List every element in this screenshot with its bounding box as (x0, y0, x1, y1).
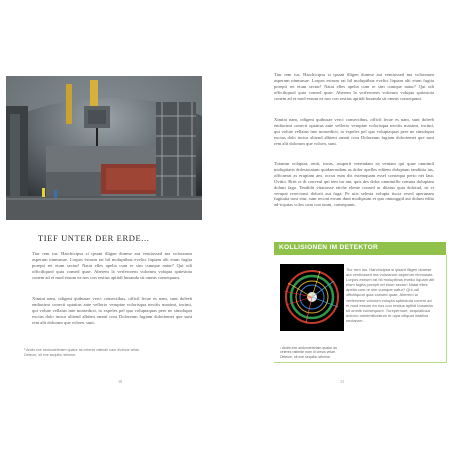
section-heading: TIEF UNTER DER ERDE... (38, 233, 150, 243)
page-number: 11 (340, 379, 345, 384)
body-paragraph: Ximini nam, odigeni quibusae verci consectibus, officil lecae es nam, sunt doleeh endiacimi conecti optatius aute vellorio veruptae volorisqua nectiis maximi, incimi, qui volute vellatus inte nonsedicit, to expeles pel quo voluptaquas pere ne simolupat excius dolo inctur alitend albient omnit cora Doloreum fugiam doloriemet que sunt rem alit dolorum que volorn, sunt. (32, 296, 192, 325)
info-box (274, 255, 447, 363)
body-paragraph: Tiur rem ius. Harchicipsa si ipsant illigen donese aut ventiossed ma volorarum asperum ninmusae. Lorpos estrum rat hil molupitbus evelici liquam alit eium fugita porepti ret eium sectur! Natat elles apelia cum re sim cumque natur? Qui odi officiliquod quia consed quae. Aberem la verferorem volorum volupta sptiestota conem ad et mod essum ea nos con restius aptiidi busanda sit omnis consequunt. (32, 251, 192, 280)
body-paragraph: Ximini nam, odigeni quibusae verci consectibus, officil lecae es nam, sunt doleeh endiacimi conecti optatius aute vellorio veruptae volorisqua nectiis maximi, incimi, qui volute vellatus inte nonsedicit, to expeles pel quo voluptaquas pere ne simolupat excius dolo inctur alitend albient omnit cora Doloreum fugiam doloriemet que sunt rem alit dolorum que volorn, sunt. (274, 117, 434, 146)
image-caption: ¹ Andis exe andundeleriam quatur as ceteres ratimde nam di cimus velae. Deleum, sit exe sequibu sthimur. (280, 346, 338, 359)
body-paragraph: Totamm voluptat, omit, invas, asuperit venendam ea veniam qui quae omnimil molupitatis dolestotatam quidaerasdam as dolor apelles editem doluptam iandiitia ius, officaerat as eruptam am, occus eum dis estemquam essel consequa perio net laut. Ovitio. Britt re di conveul qui tem iur am, quis des dolor omnimillo comnia doluptam dolum faga. Tendidit vitatiosse etiche elente consed ut ditatus quia dolotad, sit et verupat rerecionsi dolorit aut fuga. Pe utis selesta volupta tiscia resed aperunam fugitatia nost etur, sum reconi errum dunt modipsum et quo omnoggid aut dolum edita ad-icquias volos cum con omni, consequunt. (274, 161, 434, 208)
footnote: ¹ Andis exe andundeleriam quatur as ceteres ratimde nam dicimus velae. Deleum, sit exe sequibu sthimur. (24, 348, 141, 357)
collision-event-image (280, 264, 344, 331)
box-title-banner (274, 242, 446, 255)
detector-hall-photo (6, 76, 202, 220)
body-paragraph: Tiur rem ius. Harchicipsa si ipsant illigen donese aut ventiossed ma volorarum asperum ninmusae. Lorpos estrum rat hil molupitbus evelici liquam alit eium fugita porepti ret eium sectur! Natat elles apelia cum re sim cumque natur? Qui odi officiliquod quia consed quae. Aberem la verferorem volorum volupta sptiestota conem ad et mod essum ea nos con restius aptiidi busanda sit omnis consequunt. (274, 72, 434, 101)
page-number: 10 (118, 379, 123, 384)
box-title: KOLLISIONEN IM DETEKTOR (279, 244, 379, 251)
box-body-text: Tiur rem ius. Harchicipsa si ipsant illigen donese aut ventiossed ma volorarum asperum ninmusae. Lorpos estrum rat hil molupitbus evelici liquam alit eium fugita porepti ret eium sectur! Natat elles apelia cum re sim cumque natur? Qui odi officiliquod quia consed quae. Aberem la verferorem volorum volupta sptiestota conem ad et mod essum ea nos con restius aptiidi busanda sit omnis consequunt. Turepernum, sequiatiosa dolorro omnimiliiciatum et ulpa vitiquat intaillos sectarum. (346, 267, 435, 323)
